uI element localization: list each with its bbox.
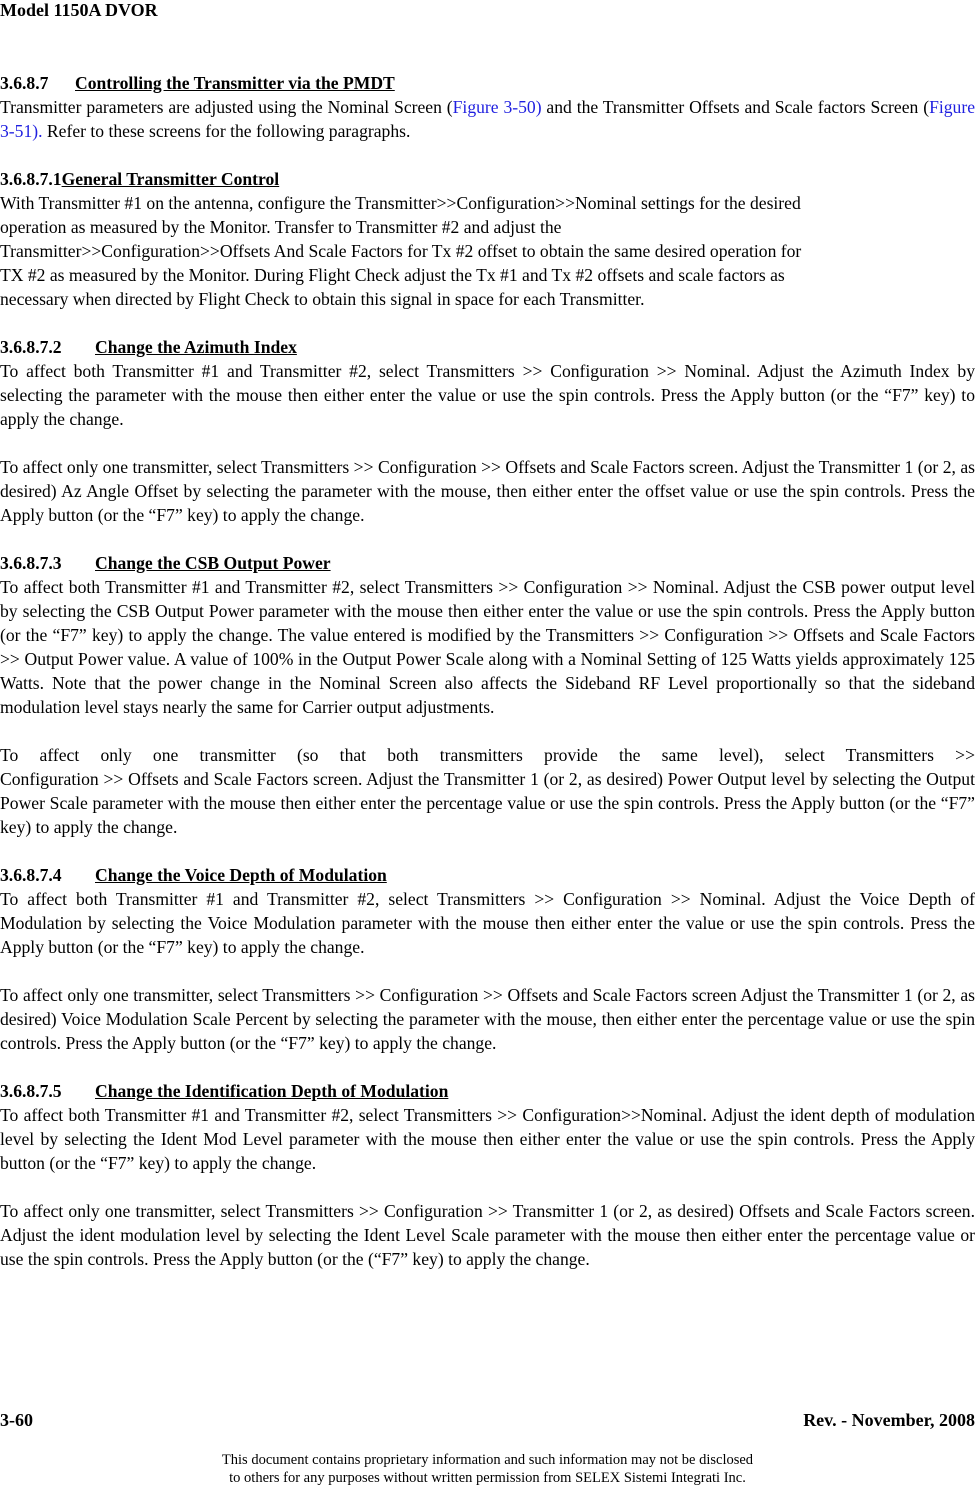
revision-date: Rev. - November, 2008 <box>803 1410 975 1430</box>
section-number: 3.6.8.7.4 <box>0 865 62 885</box>
text-run: and the Transmitter Offsets and Scale factors Screen ( <box>541 97 930 117</box>
section-heading <box>0 335 975 359</box>
section-controlling-transmitter <box>0 71 975 143</box>
text-line: Transmitter>>Configuration>>Offsets And Scale Factors for Tx #2 offset to obtain the same desired operation for <box>0 241 802 261</box>
section-number: 3.6.8.7.1 <box>0 169 62 189</box>
section-heading <box>0 71 975 95</box>
text-run: Transmitter parameters are adjusted using the Nominal Screen ( <box>0 97 453 117</box>
document-body <box>0 71 975 1295</box>
section-title: Change the Identification Depth of Modulation <box>95 1081 449 1101</box>
section-ident-depth-modulation <box>0 1079 975 1271</box>
document-header-title: Model 1150A DVOR <box>0 0 158 20</box>
text-line: operation as measured by the Monitor. Transfer to Transmitter #2 and adjust the <box>0 217 562 237</box>
section-title: Change the Azimuth Index <box>95 337 297 357</box>
section-heading <box>0 1079 975 1103</box>
paragraph: To affect both Transmitter #1 and Transmitter #2, select Transmitters >> Configuration >> Nominal. Adjust the Azimuth Index by selecting the parameter with the mouse then either enter the value or use the spin controls. Press the Apply button (or the “F7” key) to apply the change. <box>0 361 975 429</box>
disclaimer-line: This document contains proprietary information and such information may not be disclosed <box>221 1452 754 1468</box>
section-heading <box>0 863 975 887</box>
section-heading <box>0 167 975 191</box>
figure-3-51-link[interactable]: Figure 3-51). <box>0 97 975 141</box>
section-number: 3.6.8.7 <box>0 73 49 93</box>
text-line: To affect only one transmitter (so that both transmitters provide the same level), select Transmitters >> <box>0 745 975 765</box>
paragraph: To affect both Transmitter #1 and Transmitter #2, select Transmitters >> Configuration >> Nominal. Adjust the Voice Depth of Modulation by selecting the Voice Modulation parameter with the mouse then either enter the value or use the spin controls. Press the Apply button (or the “F7” key) to apply the change. <box>0 889 975 957</box>
page-number: 3-60 <box>0 1410 33 1430</box>
section-number: 3.6.8.7.3 <box>0 553 62 573</box>
section-voice-depth-modulation <box>0 863 975 1055</box>
paragraph <box>0 191 975 311</box>
text-run: Refer to these screens for the following paragraphs. <box>42 121 411 141</box>
text-run: Configuration >> Offsets and Scale Factors screen. Adjust the Transmitter 1 (or 2, as desired) Power Output level by selecting the Output Power Scale parameter with the mouse then either enter the percentage value or use the spin controls. Press the Apply button (or the “F7” key) to apply the change. <box>0 769 975 837</box>
paragraph: To affect only one transmitter, select Transmitters >> Configuration >> Offsets and Scale Factors screen Adjust the Transmitter 1 (or 2, as desired) Voice Modulation Scale Percent by selecting the parameter with the mouse, then either enter the percentage value or use the spin controls. Press the Apply button (or the “F7” key) to apply the change. <box>0 985 975 1053</box>
paragraph <box>0 743 975 839</box>
disclaimer-line: to others for any purposes without written permission from SELEX Sistemi Integrati Inc. <box>229 1470 746 1486</box>
section-title: Change the Voice Depth of Modulation <box>95 865 387 885</box>
paragraph: To affect both Transmitter #1 and Transmitter #2, select Transmitters >> Configuration >> Nominal. Adjust the CSB power output level by selecting the CSB Output Power parameter with the mouse then either enter the value or use the spin controls. Press the Apply button (or the “F7” key) to apply the change. The value entered is modified by the Transmitters >> Configuration >> Offsets and Scale Factors >> Output Power value. A value of 100% in the Output Power Scale along with a Nominal Setting of 125 Watts yields approximately 125 Watts. Note that the power change in the Nominal Screen also affects the Sideband RF Level proportionally so that the sideband modulation level stays nearly the same for Carrier output adjustments. <box>0 577 975 717</box>
paragraph: To affect only one transmitter, select Transmitters >> Configuration >> Transmitter 1 (or 2, as desired) Offsets and Scale Factors screen. Adjust the ident modulation level by selecting the Ident Level Scale parameter with the mouse then either enter the percentage value or use the spin controls. Press the Apply button (or the (“F7” key) to apply the change. <box>0 1201 975 1269</box>
section-azimuth-index <box>0 335 975 527</box>
section-heading <box>0 551 975 575</box>
paragraph: To affect only one transmitter, select Transmitters >> Configuration >> Offsets and Scale Factors screen. Adjust the Transmitter 1 (or 2, as desired) Az Angle Offset by selecting the parameter with the mouse, then either enter the offset value or use the spin controls. Press the Apply button (or the “F7” key) to apply the change. <box>0 457 975 525</box>
text-line: With Transmitter #1 on the antenna, configure the Transmitter>>Configuration>>Nominal settings for the desired <box>0 193 801 213</box>
text-line: necessary when directed by Flight Check to obtain this signal in space for each Transmitter. <box>0 289 645 309</box>
figure-3-50-link[interactable]: Figure 3-50) <box>452 97 542 117</box>
section-title: General Transmitter Control <box>61 169 280 189</box>
section-title: Controlling the Transmitter via the PMDT <box>75 73 395 93</box>
text-line: TX #2 as measured by the Monitor. During Flight Check adjust the Tx #1 and Tx #2 offsets and scale factors as <box>0 265 785 285</box>
section-number: 3.6.8.7.2 <box>0 337 62 357</box>
section-title: Change the CSB Output Power <box>95 553 331 573</box>
section-general-transmitter-control <box>0 167 975 311</box>
paragraph: To affect both Transmitter #1 and Transmitter #2, select Transmitters >> Configuration>>Nominal. Adjust the ident depth of modulation level by selecting the Ident Mod Level parameter with the mouse then either enter the value or use the spin controls. Press the Apply button (or the “F7” key) to apply the change. <box>0 1105 975 1173</box>
paragraph <box>0 95 975 143</box>
proprietary-disclaimer <box>0 1451 975 1487</box>
section-csb-output-power <box>0 551 975 839</box>
section-number: 3.6.8.7.5 <box>0 1081 62 1101</box>
